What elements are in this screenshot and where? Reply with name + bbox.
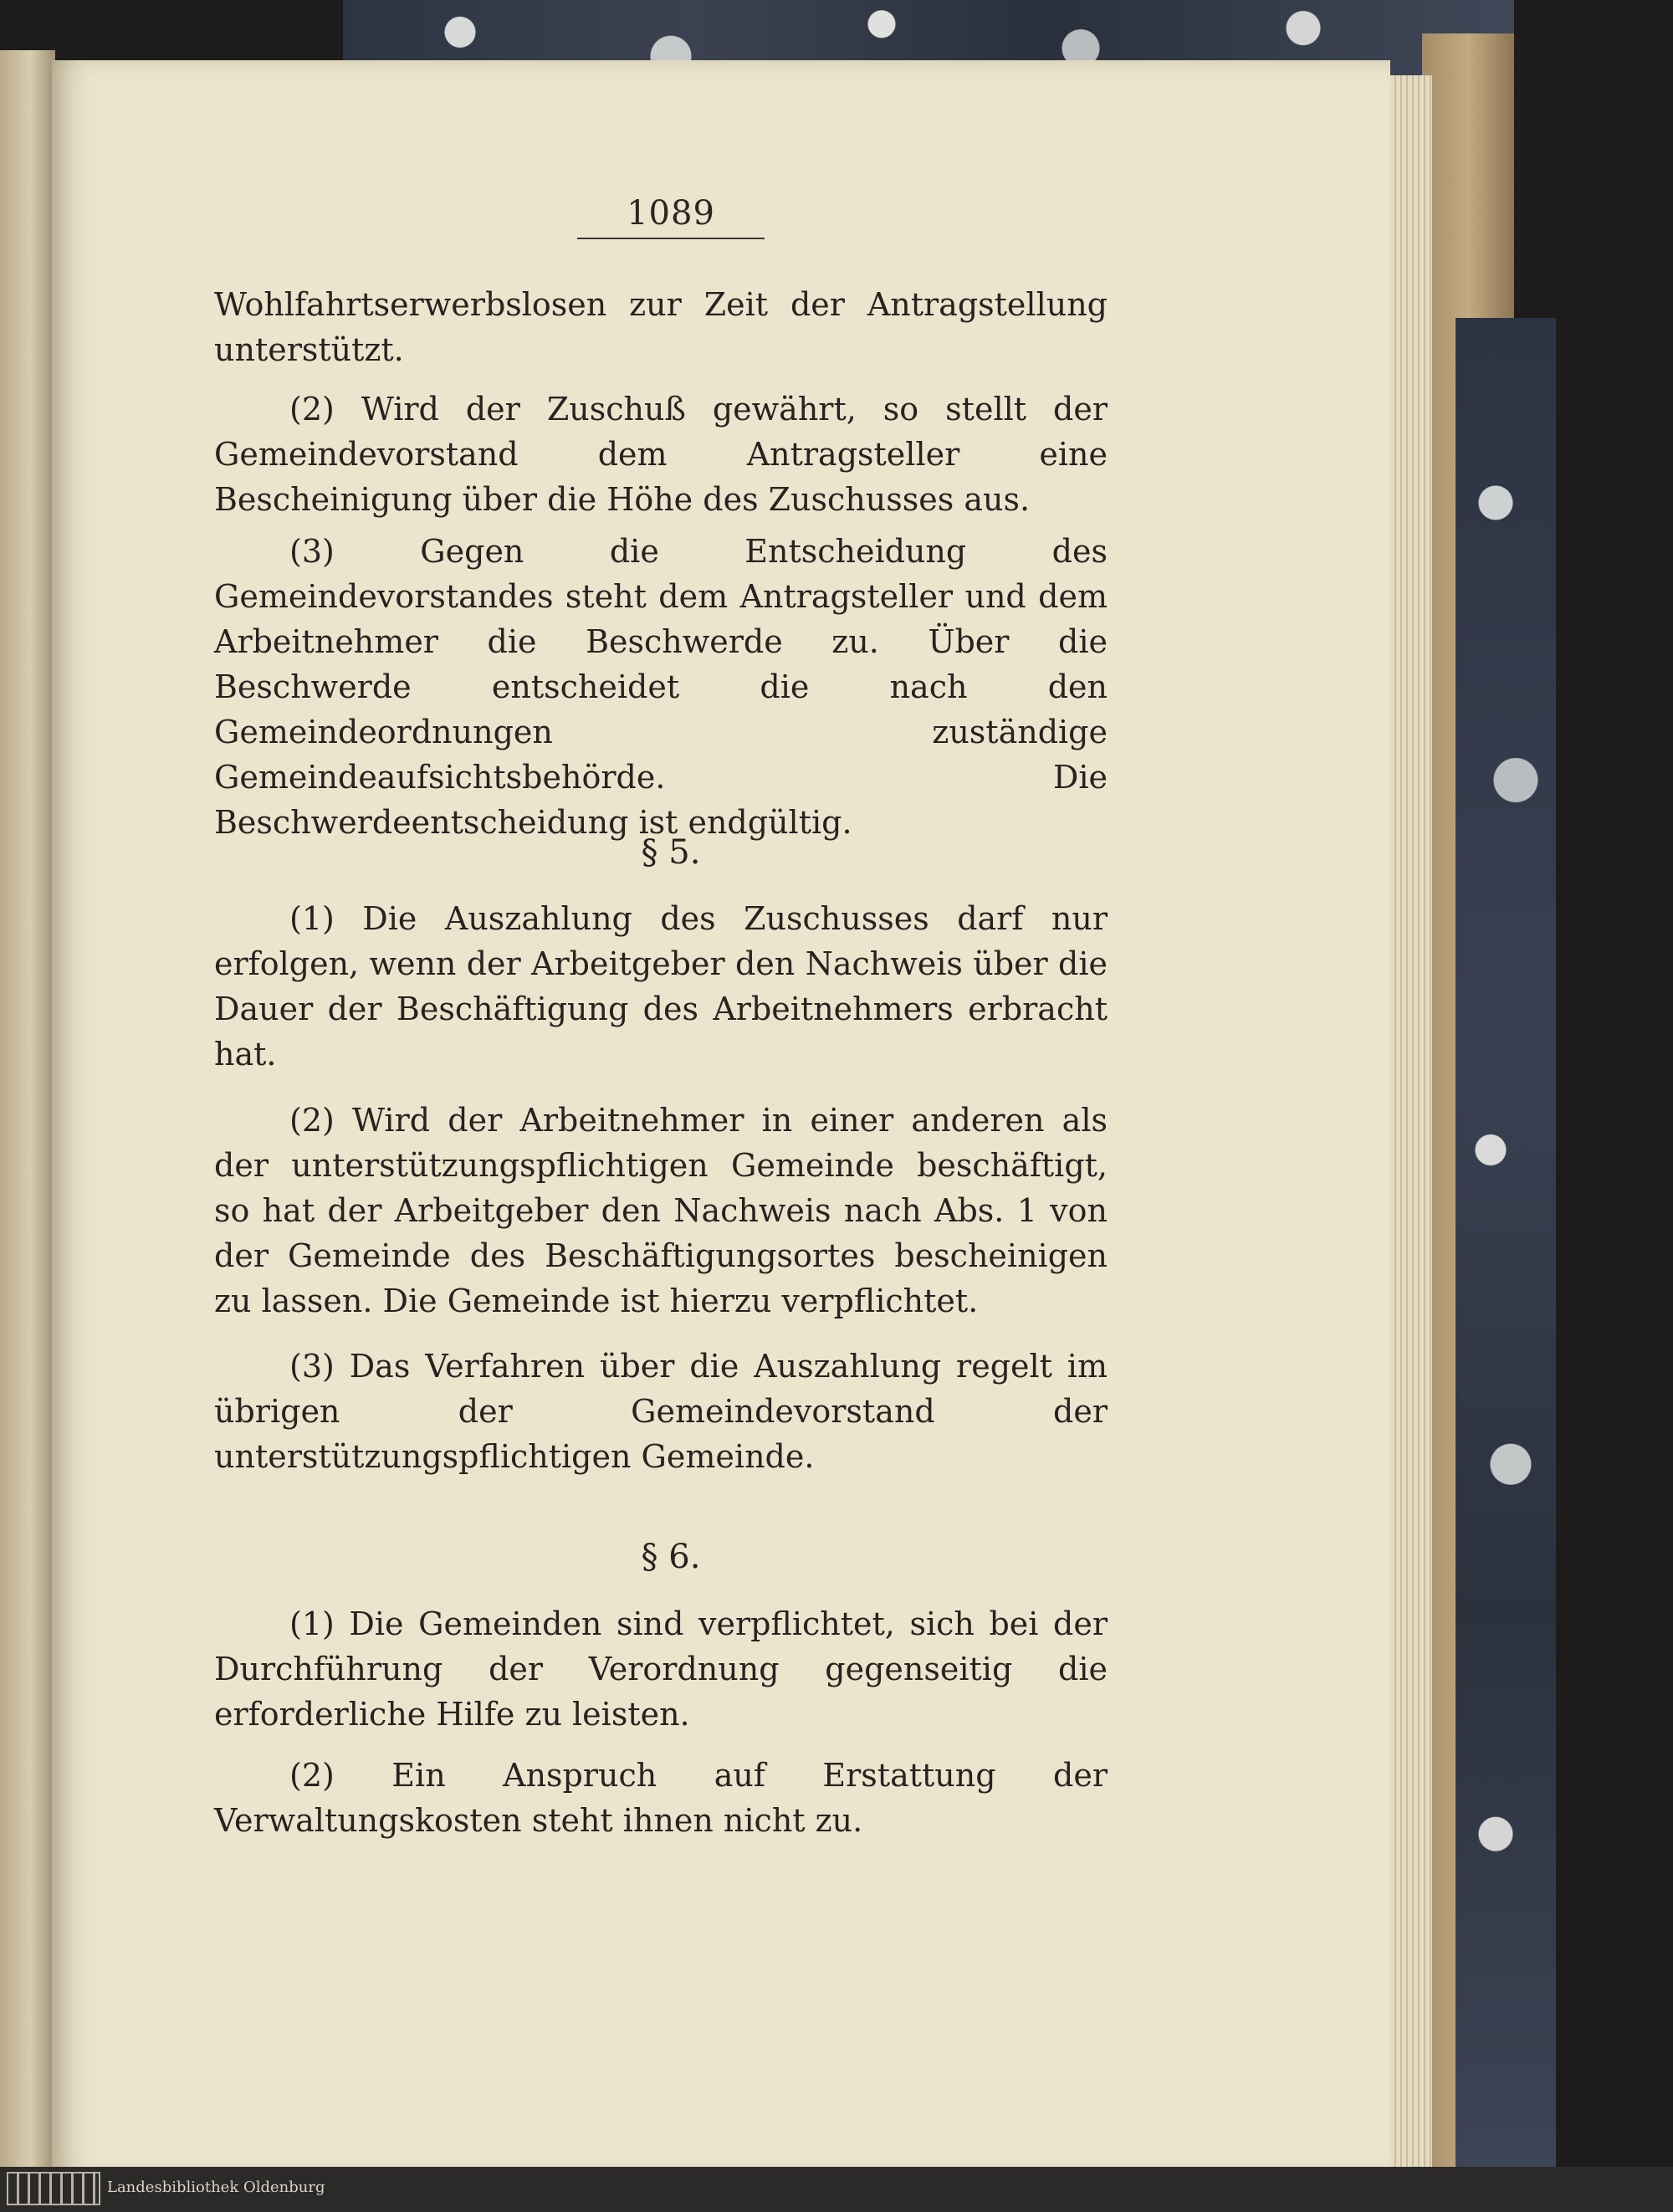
- paragraph-4-3: (3) Gegen die Entscheidung des Gemeindevorstandes steht dem Antragsteller und dem Arbeitnehmer die Beschwerde zu. Über die Beschwerde entscheidet die nach den Gemeindeordnungen zuständige Gemeindeaufsichtsbehörde. Die Beschwerdeentscheidung ist endgültig.: [214, 533, 1108, 841]
- library-logo-icon: [7, 2172, 100, 2205]
- page-number-rule: [577, 238, 765, 239]
- paragraph-6-2: (2) Ein Anspruch auf Erstattung der Verwaltungskosten steht ihnen nicht zu.: [214, 1757, 1108, 1839]
- section-heading-5: § 5.: [641, 833, 701, 872]
- paragraph-continuation: Wohlfahrtserwerbslosen zur Zeit der Antragstellung unterstützt.: [214, 286, 1108, 368]
- paragraph-5-3: (3) Das Verfahren über die Auszahlung regelt im übrigen der Gemeindevorstand der unterstützungspflichtigen Gemeinde.: [214, 1348, 1108, 1475]
- marbled-cover-right: [1456, 318, 1556, 2167]
- footer-library-name: Landesbibliothek Oldenburg: [107, 2179, 325, 2196]
- facing-page-edge: [0, 50, 55, 2167]
- paragraph-5-2: (2) Wird der Arbeitnehmer in einer anderen als der unterstützungspflichtigen Gemeinde beschäftigt, so hat der Arbeitgeber den Nachweis nach Abs. 1 von der Gemeinde des Beschäftigungsortes bescheinigen zu lassen. Die Gemeinde ist hierzu verpflichtet.: [214, 1102, 1108, 1319]
- paragraph-4-2: (2) Wird der Zuschuß gewährt, so stellt der Gemeindevorstand dem Antragsteller eine Bescheinigung über die Höhe des Zuschusses aus.: [214, 391, 1108, 518]
- section-heading-6: § 6.: [641, 1538, 701, 1576]
- footer-bar: [0, 2167, 1673, 2212]
- page-number: 1089: [627, 194, 715, 233]
- paragraph-6-1: (1) Die Gemeinden sind verpflichtet, sich bei der Durchführung der Verordnung gegenseitig die erforderliche Hilfe zu leisten.: [214, 1605, 1108, 1733]
- paragraph-5-1: (1) Die Auszahlung des Zuschusses darf nur erfolgen, wenn der Arbeitgeber den Nachweis über die Dauer der Beschäftigung des Arbeitnehmers erbracht hat.: [214, 900, 1108, 1073]
